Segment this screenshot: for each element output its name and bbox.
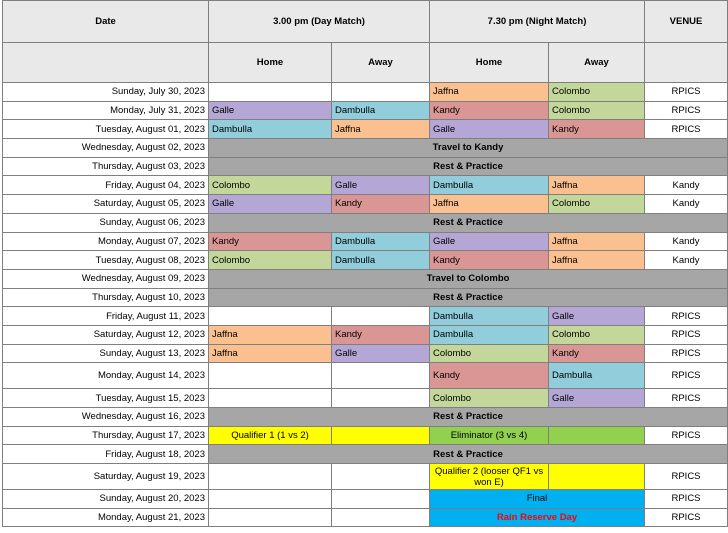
venue-cell: RPICS (645, 101, 728, 120)
date-cell: Thursday, August 03, 2023 (3, 157, 209, 176)
table-row (3, 408, 728, 427)
date-cell: Saturday, August 12, 2023 (3, 325, 209, 344)
day-away-cell (332, 83, 430, 102)
date-cell: Friday, August 11, 2023 (3, 307, 209, 326)
header-row-2 (3, 43, 728, 83)
night-home-cell: Dambulla (430, 325, 549, 344)
day-away-cell (332, 508, 430, 527)
venue-cell: RPICS (645, 490, 728, 509)
venue-cell: RPICS (645, 307, 728, 326)
table-row (3, 325, 728, 344)
day-home-cell (209, 464, 332, 490)
night-home-cell: Kandy (430, 251, 549, 270)
night-home-cell: Dambulla (430, 176, 549, 195)
day-away-cell: Dambulla (332, 232, 430, 251)
rest-travel-band: Rest & Practice (209, 213, 728, 232)
venue-cell: RPICS (645, 464, 728, 490)
day-away-cell: Kandy (332, 195, 430, 214)
date-cell: Thursday, August 17, 2023 (3, 426, 209, 445)
day-away-cell: Dambulla (332, 251, 430, 270)
day-away-cell: Jaffna (332, 120, 430, 139)
day-match-header: 3.00 pm (Day Match) (209, 1, 430, 43)
date-cell: Sunday, August 13, 2023 (3, 344, 209, 363)
date-cell: Friday, August 18, 2023 (3, 445, 209, 464)
date-cell: Monday, August 14, 2023 (3, 363, 209, 389)
venue-cell: Kandy (645, 251, 728, 270)
day-home-cell (209, 307, 332, 326)
table-row (3, 307, 728, 326)
date-cell: Saturday, August 19, 2023 (3, 464, 209, 490)
table-row (3, 120, 728, 139)
night-away-cell: Dambulla (549, 363, 645, 389)
day-home-cell: Dambulla (209, 120, 332, 139)
rest-travel-band: Rest & Practice (209, 408, 728, 427)
rest-travel-band: Travel to Kandy (209, 139, 728, 158)
day-home-cell: Galle (209, 195, 332, 214)
table-row (3, 464, 728, 490)
day-away-cell (332, 363, 430, 389)
day-home-cell (209, 363, 332, 389)
day-home-cell: Jaffna (209, 325, 332, 344)
blank-header-cell (645, 43, 728, 83)
day-away-cell (332, 490, 430, 509)
date-cell: Sunday, July 30, 2023 (3, 83, 209, 102)
date-cell: Tuesday, August 01, 2023 (3, 120, 209, 139)
rest-travel-band: Rest & Practice (209, 288, 728, 307)
final-cell: Final (430, 490, 645, 509)
date-cell: Saturday, August 05, 2023 (3, 195, 209, 214)
night-home-cell: Dambulla (430, 307, 549, 326)
venue-header: VENUE (645, 1, 728, 43)
date-cell: Wednesday, August 02, 2023 (3, 139, 209, 158)
venue-cell: RPICS (645, 120, 728, 139)
night-away-cell: Colombo (549, 195, 645, 214)
night-away-cell: Kandy (549, 120, 645, 139)
day-home-cell: Jaffna (209, 344, 332, 363)
day-home-cell (209, 389, 332, 408)
table-row (3, 288, 728, 307)
venue-cell: RPICS (645, 389, 728, 408)
date-cell: Monday, August 21, 2023 (3, 508, 209, 527)
qualifier-2-extra-cell (549, 464, 645, 490)
day-home-cell (209, 508, 332, 527)
table-row (3, 213, 728, 232)
table-row (3, 195, 728, 214)
day-home-header: Home (209, 43, 332, 83)
day-home-cell (209, 490, 332, 509)
night-away-cell: Jaffna (549, 176, 645, 195)
night-home-cell: Kandy (430, 101, 549, 120)
day-home-cell (209, 83, 332, 102)
date-cell: Monday, August 07, 2023 (3, 232, 209, 251)
table-row (3, 344, 728, 363)
table-row (3, 157, 728, 176)
day-away-cell: Kandy (332, 325, 430, 344)
venue-cell: RPICS (645, 426, 728, 445)
night-away-cell: Colombo (549, 101, 645, 120)
night-home-cell: Jaffna (430, 83, 549, 102)
night-home-cell: Galle (430, 232, 549, 251)
table-row (3, 389, 728, 408)
day-home-cell: Colombo (209, 251, 332, 270)
venue-cell: RPICS (645, 363, 728, 389)
table-row (3, 426, 728, 445)
day-away-cell (332, 389, 430, 408)
qualifier-1-extra-cell (332, 426, 430, 445)
table-row (3, 232, 728, 251)
table-row (3, 139, 728, 158)
venue-cell: RPICS (645, 508, 728, 527)
day-home-cell: Galle (209, 101, 332, 120)
night-away-header: Away (549, 43, 645, 83)
night-home-cell: Jaffna (430, 195, 549, 214)
night-match-header: 7.30 pm (Night Match) (430, 1, 645, 43)
night-away-cell: Galle (549, 307, 645, 326)
venue-cell: Kandy (645, 195, 728, 214)
day-away-cell (332, 464, 430, 490)
night-home-cell: Galle (430, 120, 549, 139)
rain-reserve-cell: Rain Reserve Day (430, 508, 645, 527)
date-cell: Monday, July 31, 2023 (3, 101, 209, 120)
table-row (3, 363, 728, 389)
qualifier-1-cell: Qualifier 1 (1 vs 2) (209, 426, 332, 445)
table-row (3, 251, 728, 270)
table-row (3, 83, 728, 102)
night-away-cell: Jaffna (549, 232, 645, 251)
header-row-1 (3, 1, 728, 43)
night-home-header: Home (430, 43, 549, 83)
date-header: Date (3, 1, 209, 43)
table-row (3, 490, 728, 509)
day-away-cell (332, 307, 430, 326)
table-row (3, 101, 728, 120)
table-row (3, 269, 728, 288)
date-cell: Wednesday, August 09, 2023 (3, 269, 209, 288)
day-away-cell: Galle (332, 344, 430, 363)
date-cell: Friday, August 04, 2023 (3, 176, 209, 195)
blank-header-cell (3, 43, 209, 83)
day-away-header: Away (332, 43, 430, 83)
venue-cell: Kandy (645, 232, 728, 251)
venue-cell: RPICS (645, 325, 728, 344)
day-away-cell: Galle (332, 176, 430, 195)
eliminator-cell: Eliminator (3 vs 4) (430, 426, 549, 445)
night-away-cell: Kandy (549, 344, 645, 363)
fixture-table (2, 0, 728, 527)
date-cell: Sunday, August 20, 2023 (3, 490, 209, 509)
venue-cell: Kandy (645, 176, 728, 195)
date-cell: Wednesday, August 16, 2023 (3, 408, 209, 427)
date-cell: Sunday, August 06, 2023 (3, 213, 209, 232)
qualifier-2-cell: Qualifier 2 (looser QF1 vs won E) (430, 464, 549, 490)
rest-travel-band: Rest & Practice (209, 445, 728, 464)
night-away-cell: Colombo (549, 83, 645, 102)
night-away-cell: Colombo (549, 325, 645, 344)
night-home-cell: Kandy (430, 363, 549, 389)
rest-travel-band: Rest & Practice (209, 157, 728, 176)
rest-travel-band: Travel to Colombo (209, 269, 728, 288)
day-away-cell: Dambulla (332, 101, 430, 120)
table-row (3, 176, 728, 195)
night-away-cell: Jaffna (549, 251, 645, 270)
eliminator-extra-cell (549, 426, 645, 445)
night-home-cell: Colombo (430, 389, 549, 408)
table-row (3, 508, 728, 527)
venue-cell: RPICS (645, 344, 728, 363)
venue-cell: RPICS (645, 83, 728, 102)
day-home-cell: Kandy (209, 232, 332, 251)
date-cell: Tuesday, August 08, 2023 (3, 251, 209, 270)
date-cell: Tuesday, August 15, 2023 (3, 389, 209, 408)
day-home-cell: Colombo (209, 176, 332, 195)
night-home-cell: Colombo (430, 344, 549, 363)
night-away-cell: Galle (549, 389, 645, 408)
date-cell: Thursday, August 10, 2023 (3, 288, 209, 307)
table-row (3, 445, 728, 464)
